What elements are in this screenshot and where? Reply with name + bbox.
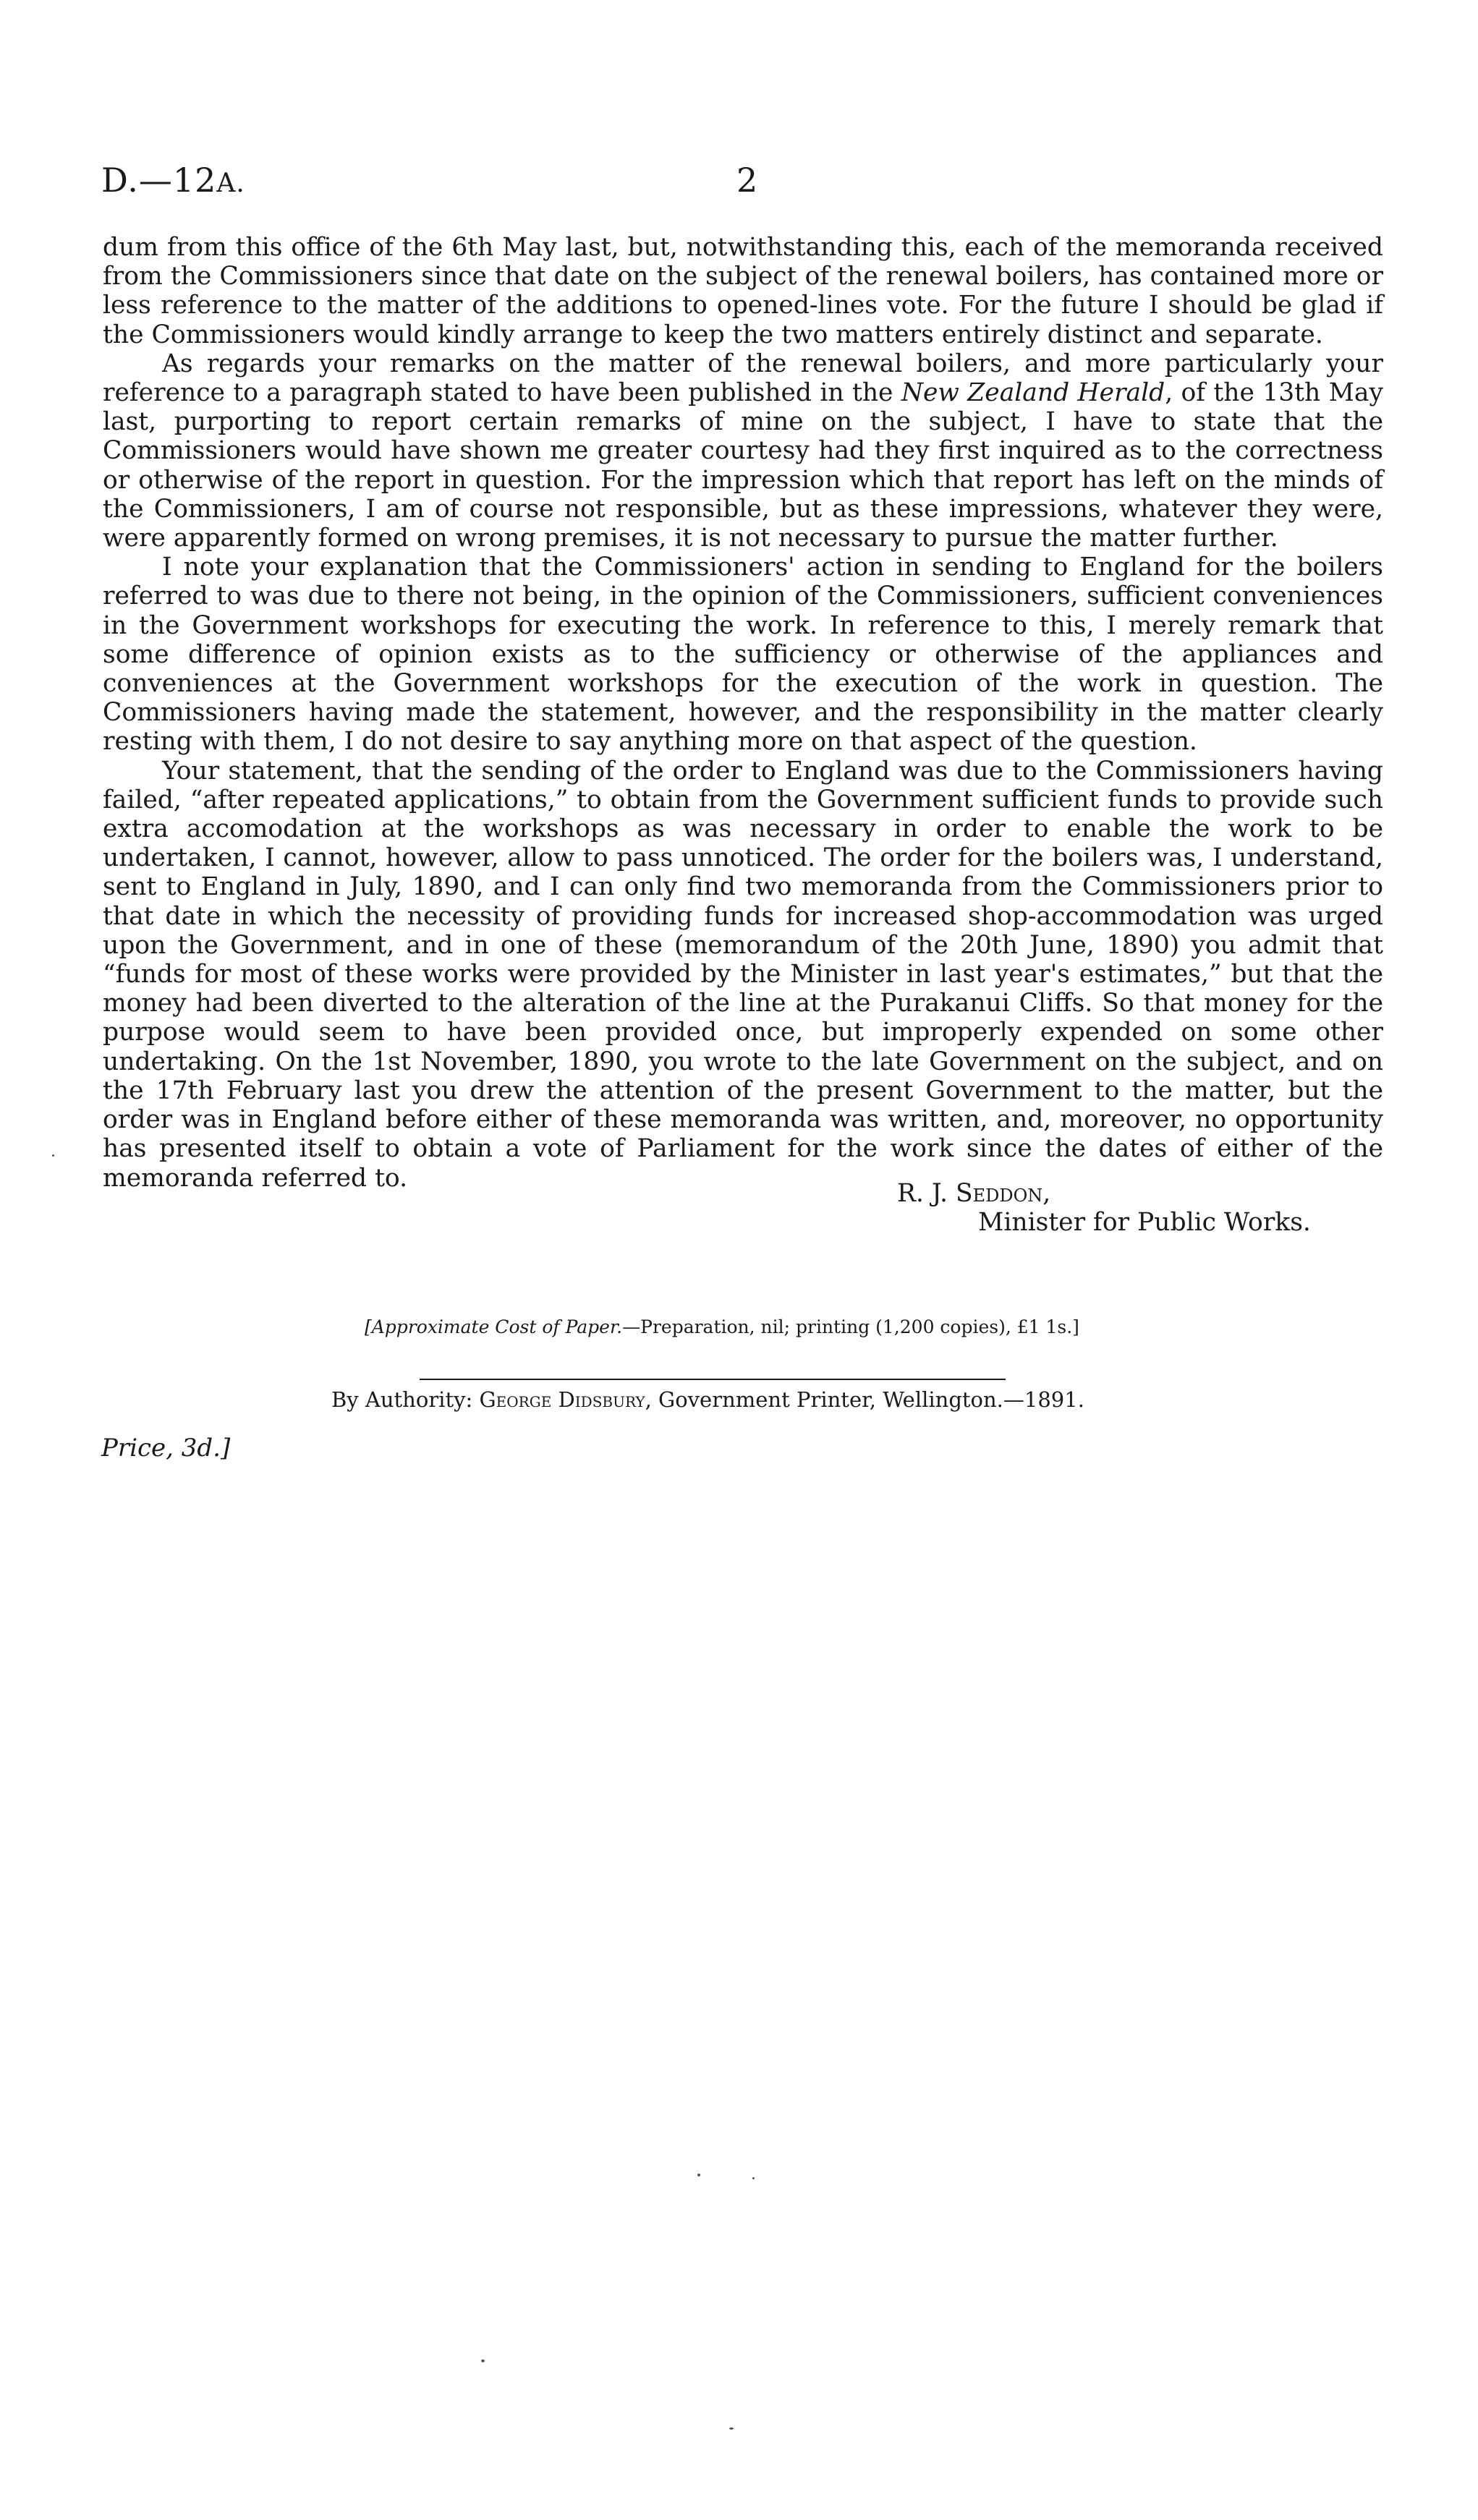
cost-of-paper-note — [365, 1316, 1079, 1337]
page-reference — [101, 161, 245, 200]
printer-imprint — [331, 1387, 1084, 1412]
price-note: Price, 3d.] — [101, 1434, 231, 1463]
paragraph-4: Your statement, that the sending of the order to England was due to the Commissioners having failed, “after repeated applications,” to obtain from the Government sufficient funds to provide such extra accomodation at the workshops as was necessary in order to enable the work to be undertaken, I cannot, however, allow to pass unnoticed. The order for the boilers was, I understand, sent to England in July, 1890, and I can only find two memoranda from the Commissioners prior to that date in which the necessity of providing funds for increased shop-accommodation was urged upon the Government, and in one of these (memorandum of the 20th June, 1890) you admit that “funds for most of these works were provided by the Minister in last year's estimates,” but that the money had been diverted to the alteration of the line at the Purakanui Cliffs. So that money for the purpose would seem to have been provided once, but improperly expended on some other undertaking. On the 1st November, 1890, you wrote to the late Government on the subject, and on the 17th February last you drew the attention of the present Government to the matter, but the order was in England before either of these memoranda was written, and, moreover, no opportunity has presented itself to obtain a vote of Parliament for the work since the dates of either of the memoranda referred to. — [103, 756, 1383, 1193]
page-number: 2 — [736, 161, 758, 200]
scan-speck — [729, 2427, 734, 2430]
newspaper-title: New Zealand Herald — [901, 378, 1165, 408]
scan-speck — [52, 1154, 54, 1157]
scan-speck — [697, 2174, 700, 2176]
imprint-suffix: , Government Printer, Wellington.—1891. — [645, 1387, 1084, 1412]
scan-speck — [481, 2359, 485, 2362]
signatory-title: Minister for Public Works. — [978, 1208, 1311, 1237]
paragraph-3: I note your explanation that the Commissioners' action in sending to England for the boilers referred to was due to there not being, in the opinion of the Commissioners, sufficient conveniences in the Government workshops for executing the work. In reference to this, I merely remark that some difference of opinion exists as to the sufficiency or otherwise of the appliances and conveniences at the Government workshops for the execution of the work in question. The Commissioners having made the statement, however, and the responsibility in the matter clearly resting with them, I do not desire to say anything more on that aspect of the question. — [103, 553, 1383, 757]
cost-note-label: [Approximate Cost of Paper. — [365, 1316, 623, 1337]
page-reference-suffix: A. — [216, 169, 245, 198]
signatory-name: R. J. Seddon, — [897, 1179, 1051, 1208]
page-reference-main: D.—12 — [101, 161, 217, 200]
paragraph-1: dum from this office of the 6th May last, but, notwithstanding this, each of the memoranda received from the Commissioners since that date on the subject of the renewal boilers, has contained more or less reference to the matter of the additions to opened-lines vote. For the future I should be glad if the Commissioners would kindly arrange to keep the two matters entirely distinct and separate. — [103, 233, 1383, 349]
paragraph-2: As regards your remarks on the matter of the renewal boilers, and more particularly your reference to a paragraph stated to have been published in the New Zealand Herald, of the 13th May last, purporting to report certain remarks of mine on the subject, I have to state that the Commissioners would have shown me greater courtesy had they first inquired as to the correctness or otherwise of the report in question. For the impression which that report has left on the minds of the Commissioners, I am of course not responsible, but as these impressions, whatever they were, were apparently formed on wrong premises, it is not necessary to pursue the matter further. — [103, 349, 1383, 553]
signature-block — [897, 1179, 1311, 1237]
cost-note-details: —Preparation, nil; printing (1,200 copies), £1 1s.] — [622, 1316, 1079, 1337]
scan-speck — [752, 2177, 755, 2179]
divider-rule — [420, 1379, 1006, 1380]
imprint-prefix: By Authority: — [331, 1387, 480, 1412]
letter-body — [103, 233, 1383, 1193]
imprint-printer: George Didsbury — [479, 1387, 645, 1412]
